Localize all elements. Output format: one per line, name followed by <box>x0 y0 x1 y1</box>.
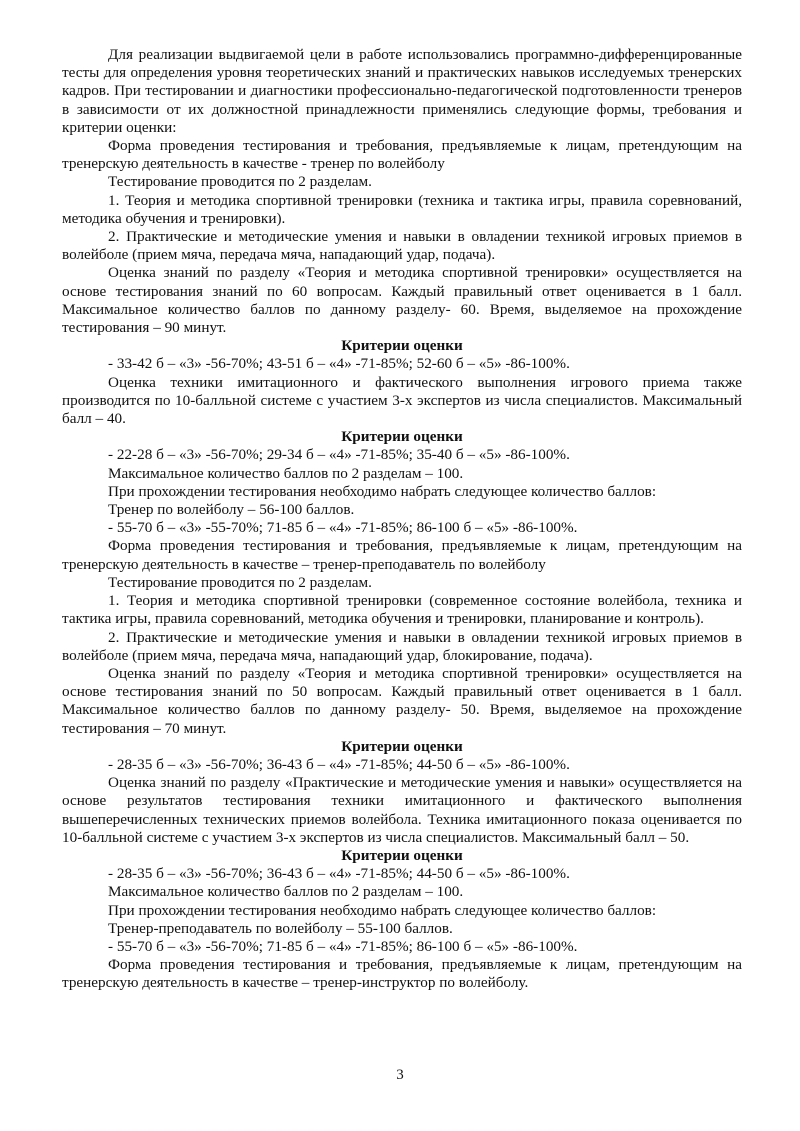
paragraph: Максимальное количество баллов по 2 разделам – 100. <box>108 464 464 482</box>
paragraph: Оценка знаний по разделу «Теория и методика спортивной тренировки» осуществляется на основе тестирования знаний по 50 вопросам. Каждый правильный ответ оценивается в 1 балл. Максимальное количество баллов по данному разделу- 50. Время, выделяемое на прохождение тестирования – 70 минут. <box>62 664 742 737</box>
section-heading: Критерии оценки <box>341 737 463 755</box>
paragraph: При прохождении тестирования необходимо набрать следующее количество баллов: <box>108 901 657 919</box>
page-number: 3 <box>396 1067 404 1083</box>
paragraph: - 28-35 б – «3» -56-70%; 36-43 б – «4» -71-85%; 44-50 б – «5» -86-100%. <box>108 865 570 883</box>
section-heading: Критерии оценки <box>341 337 463 355</box>
paragraph: 2. Практические и методические умения и навыки в овладении техникой игровых приемов в волейболе (прием мяча, передача мяча, нападающий удар, блокирование, подача). <box>62 628 742 664</box>
paragraph: - 22-28 б – «3» -56-70%; 29-34 б – «4» -71-85%; 35-40 б – «5» -86-100%. <box>108 446 570 464</box>
paragraph: - 55-70 б – «3» -56-70%; 71-85 б – «4» -71-85%; 86-100 б – «5» -86-100%. <box>108 937 578 955</box>
paragraph: Максимальное количество баллов по 2 разделам – 100. <box>108 883 464 901</box>
section-heading: Критерии оценки <box>341 428 463 446</box>
paragraph: 2. Практические и методические умения и навыки в овладении техникой игровых приемов в волейболе (прием мяча, передача мяча, нападающий удар, подача). <box>62 228 742 264</box>
paragraph: Тренер по волейболу – 56-100 баллов. <box>108 501 355 519</box>
paragraph: - 28-35 б – «3» -56-70%; 36-43 б – «4» -71-85%; 44-50 б – «5» -86-100%. <box>108 755 570 773</box>
paragraph: - 55-70 б – «3» -55-70%; 71-85 б – «4» -71-85%; 86-100 б – «5» -86-100%. <box>108 519 578 537</box>
paragraph: Тренер-преподаватель по волейболу – 55-100 баллов. <box>108 919 453 937</box>
paragraph: 1. Теория и методика спортивной тренировки (техника и тактика игры, правила соревнований, методика обучения и тренировки). <box>62 191 742 227</box>
paragraph: Форма проведения тестирования и требования, предъявляемые к лицам, претендующим на тренерскую деятельность в качестве – тренер-инструктор по волейболу. <box>62 956 742 992</box>
paragraph: Оценка техники имитационного и фактического выполнения игрового приема также производится по 10-балльной системе с участием 3-х экспертов из числа специалистов. Максимальный балл – 40. <box>62 373 742 428</box>
paragraph: Оценка знаний по разделу «Практические и методические умения и навыки» осуществляется на основе результатов тестирования техники имитационного и фактического выполнения вышеперечисленных технических приемов волейбола. Техника имитационного показа оценивается по 10-балльной системе с участием 3-х экспертов из числа специалистов. Максимальный балл – 50. <box>62 774 742 846</box>
paragraph: Форма проведения тестирования и требования, предъявляемые к лицам, претендующим на тренерскую деятельность в качестве - тренер по волейболу <box>62 137 742 173</box>
paragraph: Тестирование проводится по 2 разделам. <box>108 173 372 191</box>
paragraph: При прохождении тестирования необходимо набрать следующее количество баллов: <box>108 482 657 500</box>
paragraph: - 33-42 б – «3» -56-70%; 43-51 б – «4» -71-85%; 52-60 б – «5» -86-100%. <box>108 355 570 373</box>
paragraph: Тестирование проводится по 2 разделам. <box>108 573 372 591</box>
paragraph: Форма проведения тестирования и требования, предъявляемые к лицам, претендующим на тренерскую деятельность в качестве – тренер-преподаватель по волейболу <box>62 537 742 573</box>
paragraph: 1. Теория и методика спортивной тренировки (современное состояние волейбола, техника и тактика игры, правила соревнований, методика обучения и тренировки, планирование и контроль). <box>62 592 742 628</box>
paragraph: Для реализации выдвигаемой цели в работе использовались программно-дифференцированные тесты для определения уровня теоретических знаний и практических навыков исследуемых тренерских кадров. При тестировании и диагностики профессионально-педагогической подготовленности тренеров в зависимости от их должностной принадлежности применялись следующие формы, требования и критерии оценки: <box>62 46 742 136</box>
section-heading: Критерии оценки <box>341 846 463 864</box>
paragraph: Оценка знаний по разделу «Теория и методика спортивной тренировки» осуществляется на основе тестирования знаний по 60 вопросам. Каждый правильный ответ оценивается в 1 балл. Максимальное количество баллов по данному разделу- 60. Время, выделяемое на прохождение тестирования – 90 минут. <box>62 264 742 337</box>
document-body <box>62 46 742 993</box>
